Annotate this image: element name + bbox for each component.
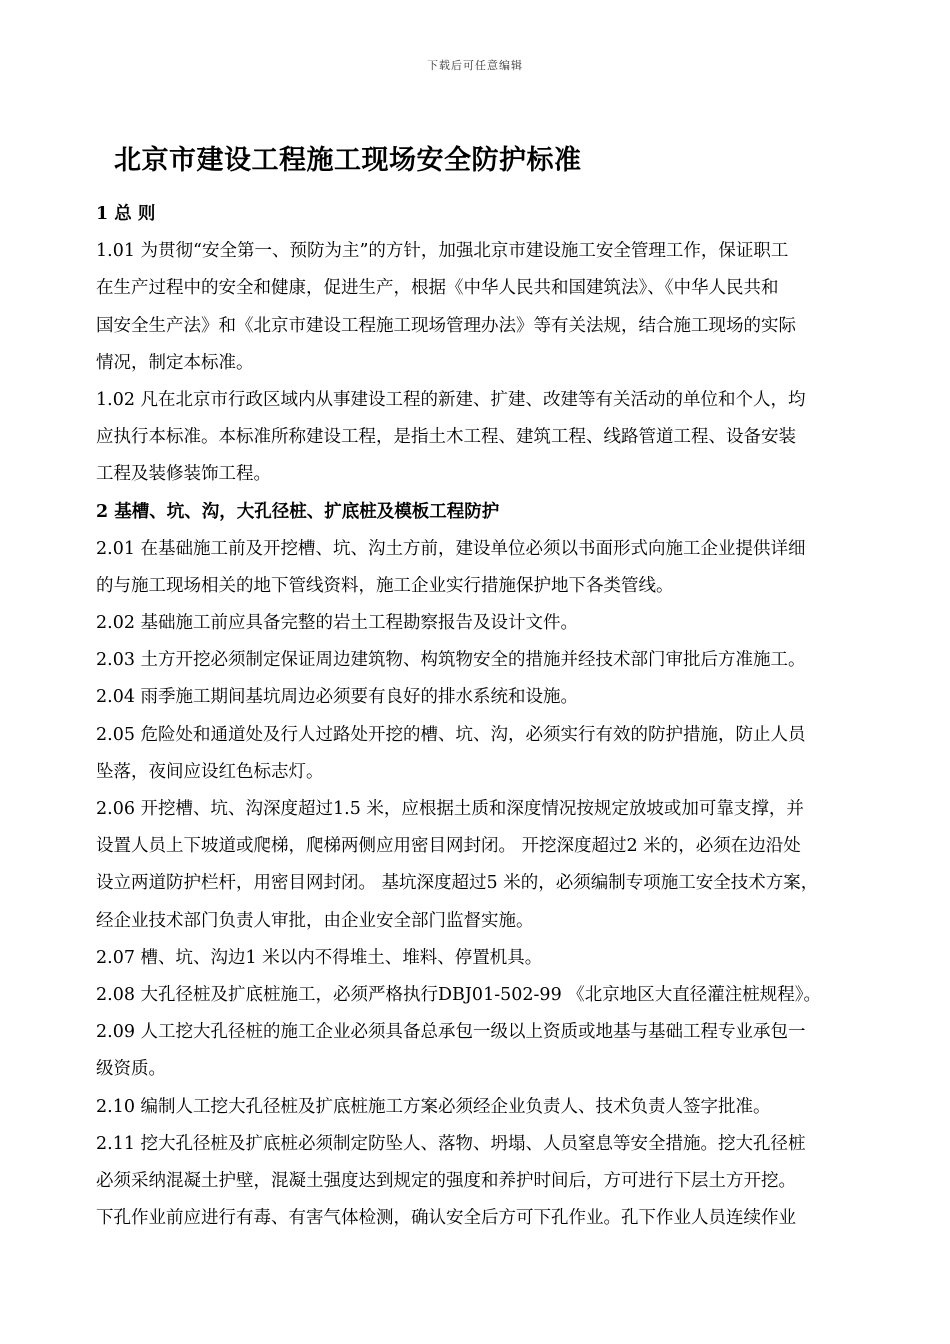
paragraph-line: 坠落，夜间应设红色标志灯。 xyxy=(96,761,324,782)
section-heading: 2 基槽、坑、沟，大孔径桩、扩底桩及模板工程防护 xyxy=(96,501,500,522)
paragraph-line: 2.06 开挖槽、坑、沟深度超过1.5 米，应根据土质和深度情况按规定放坡或加可靠支撑，并 xyxy=(96,799,804,819)
paragraph-line: 经企业技术部门负责人审批，由企业安全部门监督实施。 xyxy=(96,910,534,931)
paragraph-line: 设置人员上下坡道或爬梯，爬梯两侧应用密目网封闭。 开挖深度超过2 米的，必须在边沿处 xyxy=(96,836,801,857)
paragraph-line: 1.02 凡在北京市行政区域内从事建设工程的新建、扩建、改建等有关活动的单位和个人，均 xyxy=(96,389,806,410)
paragraph-line: 2.11 挖大孔径桩及扩底桩必须制定防坠人、落物、坍塌、人员窒息等安全措施。挖大孔径桩 xyxy=(96,1133,806,1154)
paragraph-line: 2.01 在基础施工前及开挖槽、坑、沟土方前，建设单位必须以书面形式向施工企业提供详细 xyxy=(96,538,806,559)
page-header: 下载后可任意编辑 xyxy=(427,59,523,72)
paragraph-line: 在生产过程中的安全和健康，促进生产，根据《中华人民共和国建筑法》、《中华人民共和 xyxy=(96,278,779,299)
document-title: 北京市建设工程施工现场安全防护标准 xyxy=(114,145,582,176)
paragraph-line: 必须采纳混凝土护壁，混凝土强度达到规定的强度和养护时间后，方可进行下层土方开挖。 xyxy=(96,1170,796,1191)
paragraph-line: 工程及装修装饰工程。 xyxy=(96,464,271,485)
paragraph-line: 2.10 编制人工挖大孔径桩及扩底桩施工方案必须经企业负责人、技术负责人签字批准。 xyxy=(96,1096,771,1117)
paragraph-line: 2.07 槽、坑、沟边1 米以内不得堆土、堆料、停置机具。 xyxy=(96,947,543,968)
paragraph-line: 级资质。 xyxy=(96,1059,166,1080)
document-body xyxy=(96,196,866,1237)
paragraph-line: 2.09 人工挖大孔径桩的施工企业必须具备总承包一级以上资质或地基与基础工程专业承包一 xyxy=(96,1022,806,1043)
paragraph-line: 2.02 基础施工前应具备完整的岩土工程勘察报告及设计文件。 xyxy=(96,613,579,634)
paragraph-line: 2.05 危险处和通道处及行人过路处开挖的槽、坑、沟，必须实行有效的防护措施，防止人员 xyxy=(96,724,806,745)
paragraph-line: 设立两道防护栏杆，用密目网封闭。 基坑深度超过5 米的，必须编制专项施工安全技术方案， xyxy=(96,873,819,894)
paragraph-line: 的与施工现场相关的地下管线资料，施工企业实行措施保护地下各类管线。 xyxy=(96,575,674,596)
paragraph-line: 下孔作业前应进行有毒、有害气体检测，确认安全后方可下孔作业。孔下作业人员连续作业 xyxy=(96,1208,796,1229)
paragraph-line: 1.01 为贯彻“安全第一、预防为主”的方针，加强北京市建设施工安全管理工作，保证职工 xyxy=(96,241,789,262)
paragraph-line: 2.08 大孔径桩及扩底桩施工，必须严格执行DBJ01-502-99 《北京地区大直径灌注桩规程》。 xyxy=(96,984,822,1005)
paragraph-line: 情况，制定本标准。 xyxy=(96,352,254,373)
paragraph-line: 应执行本标准。本标准所称建设工程，是指土木工程、建筑工程、线路管道工程、设备安装 xyxy=(96,427,796,448)
paragraph-line: 2.03 土方开挖必须制定保证周边建筑物、构筑物安全的措施并经技术部门审批后方准施工。 xyxy=(96,650,806,671)
paragraph-line: 2.04 雨季施工期间基坑周边必须要有良好的排水系统和设施。 xyxy=(96,687,579,708)
section-heading: 1 总 则 xyxy=(96,204,156,224)
paragraph-line: 国安全生产法》和《北京市建设工程施工现场管理办法》等有关法规，结合施工现场的实际 xyxy=(96,315,796,336)
